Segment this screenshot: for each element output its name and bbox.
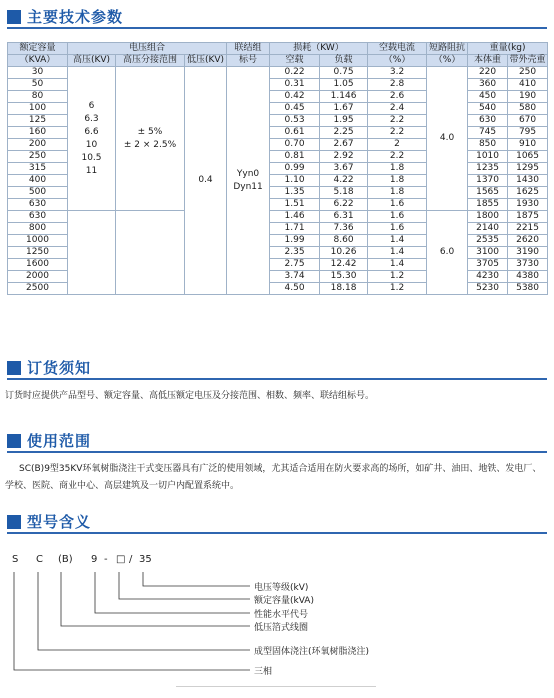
- cell-body-weight: 1800: [468, 211, 508, 223]
- cell-noload-current: 2.6: [368, 91, 427, 103]
- cell-noload-loss: 1.51: [270, 199, 320, 211]
- section-title: 主要技术参数: [27, 8, 124, 26]
- model-code-char: /: [129, 554, 133, 565]
- cell-capacity: 100: [8, 103, 68, 115]
- model-description: 低压箔式线圈: [254, 623, 309, 633]
- cell-noload-loss: 0.42: [270, 91, 320, 103]
- section-divider: [7, 378, 547, 380]
- cell-shell-weight: 1065: [508, 151, 548, 163]
- cell-noload-current: 1.4: [368, 259, 427, 271]
- cell-capacity: 50: [8, 79, 68, 91]
- cell-capacity: 1600: [8, 259, 68, 271]
- cell-noload-current: 1.4: [368, 235, 427, 247]
- header-weight: 重量(kg): [468, 43, 548, 55]
- cell-shell-weight: 670: [508, 115, 548, 127]
- leader-performance: [95, 572, 250, 613]
- header-loss: 损耗（KW）: [270, 43, 368, 55]
- cell-capacity: 30: [8, 67, 68, 79]
- cell-noload-loss: 4.50: [270, 283, 320, 295]
- model-code-char: S: [12, 554, 19, 565]
- cell-noload-loss: 2.75: [270, 259, 320, 271]
- cell-capacity: 400: [8, 175, 68, 187]
- cell-load-loss: 7.36: [320, 223, 368, 235]
- cell-noload-current: 1.8: [368, 175, 427, 187]
- cell-load-loss: 0.75: [320, 67, 368, 79]
- model-code-char: 35: [139, 554, 152, 565]
- cell-load-loss: 1.95: [320, 115, 368, 127]
- cell-load-loss: 5.18: [320, 187, 368, 199]
- cell-noload-loss: 0.22: [270, 67, 320, 79]
- cell-capacity: 160: [8, 127, 68, 139]
- header-impedance: 短路阻抗: [427, 43, 468, 55]
- cell-body-weight: 1565: [468, 187, 508, 199]
- cell-load-loss: 6.31: [320, 211, 368, 223]
- unit-vector-group: 标号: [227, 55, 270, 67]
- cell-capacity: 1250: [8, 247, 68, 259]
- section-title: 型号含义: [27, 513, 92, 531]
- cell-shell-weight: 3730: [508, 259, 548, 271]
- cell-load-loss: 2.25: [320, 127, 368, 139]
- cell-impedance: 4.0: [427, 67, 468, 211]
- model-code-char: □: [116, 554, 126, 565]
- model-diagram: [0, 540, 554, 698]
- page-divider: [176, 686, 376, 687]
- cell-body-weight: 540: [468, 103, 508, 115]
- unit-impedance: （%）: [427, 55, 468, 67]
- cell-noload-loss: 1.35: [270, 187, 320, 199]
- model-description: 成型固体浇注(环氧树脂浇注): [254, 647, 370, 657]
- cell-noload-loss: 1.99: [270, 235, 320, 247]
- cell-capacity: 250: [8, 151, 68, 163]
- cell-body-weight: 2535: [468, 235, 508, 247]
- cell-shell-weight: 2620: [508, 235, 548, 247]
- cell-noload-current: 2.4: [368, 103, 427, 115]
- section-divider: [7, 451, 547, 453]
- cell-body-weight: 630: [468, 115, 508, 127]
- model-description: 额定容量(kVA): [254, 596, 314, 606]
- cell-body-weight: 5230: [468, 283, 508, 295]
- cell-noload-current: 1.2: [368, 271, 427, 283]
- cell-empty: [116, 211, 185, 295]
- section-header-usage: [7, 432, 91, 450]
- unit-noload-current: （%）: [368, 55, 427, 67]
- header-voltage-group: 电压组合: [68, 43, 227, 55]
- cell-body-weight: 450: [468, 91, 508, 103]
- header-lv: 低压(KV): [185, 55, 227, 67]
- table-subheader-row: [8, 55, 548, 67]
- cell-body-weight: 4230: [468, 271, 508, 283]
- cell-noload-current: 2.2: [368, 127, 427, 139]
- model-code-char: -: [104, 554, 108, 565]
- cell-capacity: 80: [8, 91, 68, 103]
- cell-capacity: 630: [8, 199, 68, 211]
- cell-noload-loss: 0.61: [270, 127, 320, 139]
- cell-lv-value: 0.4: [185, 67, 227, 295]
- leader-voltage: [143, 572, 250, 586]
- cell-tap-range: ± 5% ± 2 × 2.5%: [116, 67, 185, 211]
- cell-shell-weight: 1930: [508, 199, 548, 211]
- cell-noload-current: 1.2: [368, 283, 427, 295]
- cell-load-loss: 12.42: [320, 259, 368, 271]
- cell-noload-current: 1.6: [368, 223, 427, 235]
- cell-body-weight: 1010: [468, 151, 508, 163]
- cell-body-weight: 1235: [468, 163, 508, 175]
- cell-noload-loss: 0.99: [270, 163, 320, 175]
- cell-noload-current: 1.6: [368, 211, 427, 223]
- model-description: 三相: [254, 667, 273, 677]
- cell-noload-loss: 0.53: [270, 115, 320, 127]
- model-code-char: C: [36, 554, 43, 565]
- cell-noload-current: 2: [368, 139, 427, 151]
- header-tap-range: 高压分接范围: [116, 55, 185, 67]
- cell-body-weight: 850: [468, 139, 508, 151]
- cell-shell-weight: 5380: [508, 283, 548, 295]
- cell-noload-current: 2.2: [368, 151, 427, 163]
- cell-load-loss: 1.05: [320, 79, 368, 91]
- cell-shell-weight: 2215: [508, 223, 548, 235]
- cell-shell-weight: 795: [508, 127, 548, 139]
- cell-noload-loss: 1.10: [270, 175, 320, 187]
- cell-noload-loss: 2.35: [270, 247, 320, 259]
- cell-load-loss: 18.18: [320, 283, 368, 295]
- cell-noload-loss: 1.71: [270, 223, 320, 235]
- cell-load-loss: 2.92: [320, 151, 368, 163]
- cell-noload-loss: 3.74: [270, 271, 320, 283]
- cell-capacity: 2500: [8, 283, 68, 295]
- cell-noload-loss: 0.31: [270, 79, 320, 91]
- order-paragraph: 订货时应提供产品型号、额定容量、高低压额定电压及分接范围、相数、频率、联结组标号。: [5, 391, 375, 401]
- header-shell-weight: 带外壳重: [509, 55, 546, 65]
- section-marker-icon: [7, 434, 21, 448]
- cell-capacity: 630: [8, 211, 68, 223]
- cell-body-weight: 3705: [468, 259, 508, 271]
- cell-noload-current: 1.8: [368, 187, 427, 199]
- table-row: [8, 67, 548, 79]
- cell-shell-weight: 3190: [508, 247, 548, 259]
- section-marker-icon: [7, 515, 21, 529]
- cell-noload-loss: 0.45: [270, 103, 320, 115]
- model-description: 性能水平代号: [254, 610, 309, 620]
- cell-body-weight: 1855: [468, 199, 508, 211]
- header-hv: 高压(KV): [68, 55, 116, 67]
- cell-noload-current: 2.2: [368, 115, 427, 127]
- cell-impedance: 6.0: [427, 211, 468, 295]
- section-marker-icon: [7, 10, 21, 24]
- cell-body-weight: 360: [468, 79, 508, 91]
- cell-vector-group: Yyn0 Dyn11: [227, 67, 270, 295]
- cell-body-weight: 745: [468, 127, 508, 139]
- header-vector-group: 联结组: [227, 43, 270, 55]
- cell-capacity: 315: [8, 163, 68, 175]
- cell-body-weight: 3100: [468, 247, 508, 259]
- table-row: [8, 211, 548, 223]
- section-header-specs: [7, 8, 123, 26]
- leader-cast: [38, 572, 250, 650]
- cell-load-loss: 1.67: [320, 103, 368, 115]
- section-header-model: [7, 513, 91, 531]
- usage-paragraph: SC(B)9型35KV环氧树脂浇注干式变压器具有广泛的使用领域，尤其适合适用在防火要求高的场所，如矿井、油田、地铁、发电厂、学校、医院、商业中心、高层建筑及一切户内配置系统中。: [5, 464, 542, 491]
- cell-shell-weight: 580: [508, 103, 548, 115]
- table-header-row: [8, 43, 548, 55]
- header-noload-loss: 空载: [270, 55, 320, 67]
- cell-load-loss: 1.146: [320, 91, 368, 103]
- cell-noload-current: 2.8: [368, 79, 427, 91]
- leader-phase: [14, 572, 250, 670]
- cell-noload-loss: 0.70: [270, 139, 320, 151]
- model-description: 电压等级(kV): [254, 583, 309, 593]
- cell-capacity: 1000: [8, 235, 68, 247]
- cell-shell-weight: 910: [508, 139, 548, 151]
- cell-noload-loss: 1.46: [270, 211, 320, 223]
- cell-body-weight: 1370: [468, 175, 508, 187]
- cell-noload-loss: 0.81: [270, 151, 320, 163]
- section-marker-icon: [7, 361, 21, 375]
- cell-shell-weight: 1625: [508, 187, 548, 199]
- cell-shell-weight: 410: [508, 79, 548, 91]
- cell-load-loss: 4.22: [320, 175, 368, 187]
- cell-load-loss: 2.67: [320, 139, 368, 151]
- header-noload-current: 空载电流: [368, 43, 427, 55]
- cell-shell-weight: 1875: [508, 211, 548, 223]
- header-capacity: 额定容量: [8, 43, 68, 55]
- cell-shell-weight: 1430: [508, 175, 548, 187]
- unit-capacity: （KVA）: [8, 55, 68, 67]
- spec-table: [7, 42, 548, 295]
- cell-shell-weight: 190: [508, 91, 548, 103]
- model-code-char: (B): [58, 554, 73, 565]
- cell-shell-weight: 250: [508, 67, 548, 79]
- cell-load-loss: 10.26: [320, 247, 368, 259]
- cell-load-loss: 8.60: [320, 235, 368, 247]
- cell-shell-weight: 1295: [508, 163, 548, 175]
- cell-shell-weight: 4380: [508, 271, 548, 283]
- cell-noload-current: 3.2: [368, 67, 427, 79]
- header-body-weight: 本体重: [468, 55, 508, 67]
- section-header-order: [7, 359, 91, 377]
- cell-noload-current: 1.8: [368, 163, 427, 175]
- section-title: 使用范围: [27, 432, 92, 450]
- cell-load-loss: 3.67: [320, 163, 368, 175]
- cell-body-weight: 220: [468, 67, 508, 79]
- cell-noload-current: 1.6: [368, 199, 427, 211]
- cell-empty: [68, 211, 116, 295]
- cell-capacity: 200: [8, 139, 68, 151]
- section-divider: [7, 27, 547, 29]
- cell-capacity: 800: [8, 223, 68, 235]
- cell-noload-current: 1.4: [368, 247, 427, 259]
- leader-capacity: [119, 572, 250, 599]
- cell-capacity: 2000: [8, 271, 68, 283]
- header-load-loss: 负载: [320, 55, 368, 67]
- section-divider: [7, 532, 547, 534]
- cell-capacity: 500: [8, 187, 68, 199]
- cell-load-loss: 6.22: [320, 199, 368, 211]
- cell-load-loss: 15.30: [320, 271, 368, 283]
- section-title: 订货须知: [27, 359, 92, 377]
- cell-hv-values: 6 6.3 6.6 10 10.5 11: [68, 67, 116, 211]
- cell-capacity: 125: [8, 115, 68, 127]
- model-code-char: 9: [91, 554, 98, 565]
- cell-body-weight: 2140: [468, 223, 508, 235]
